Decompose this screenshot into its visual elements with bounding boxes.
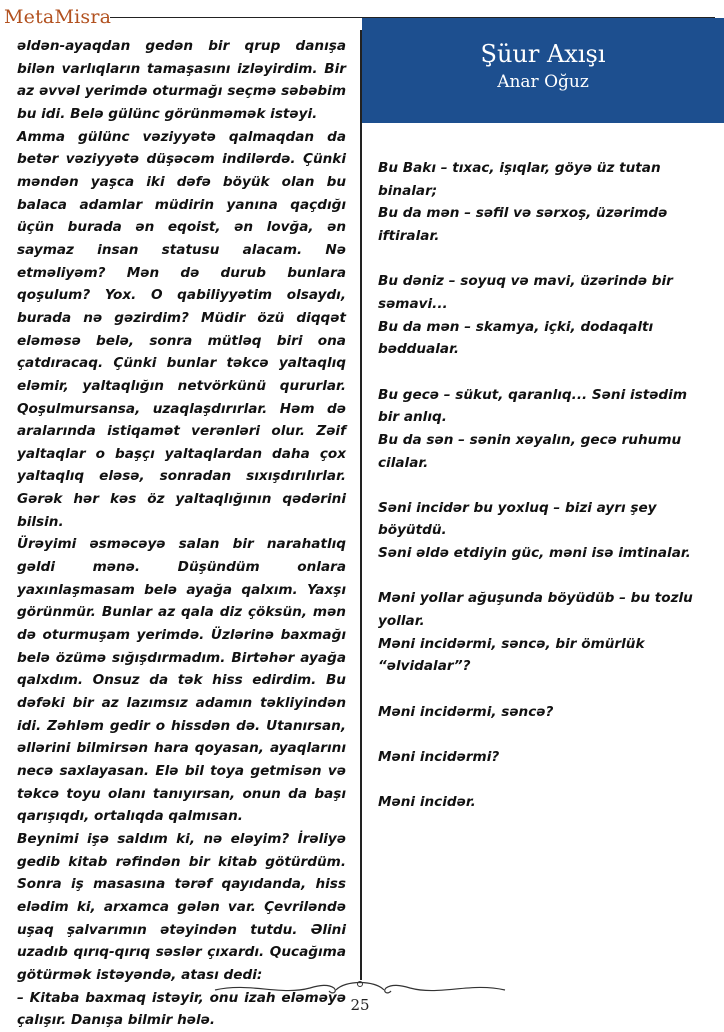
poem-line: Bu da mən – səfil və sərxoş, üzərimdə iftiralar. bbox=[378, 205, 668, 244]
poem-line: Səni əldə etdiyin güc, məni isə imtinalar. bbox=[378, 545, 691, 562]
poem-title-box bbox=[362, 18, 724, 123]
ornament-flourish-icon bbox=[210, 978, 510, 998]
article-paragraph: əldən-ayaqdan gedən bir qrup danışa bilən varlıqların tamaşasını izləyirdim. Bir az əvvəl yerimdə oturmağı seçmə səbəbim bu idi. Belə gülünc görünməmək istəyi. bbox=[17, 38, 346, 122]
article-body bbox=[17, 35, 346, 1032]
poem-line: Bu da sən – sənin xəyalın, gecə ruhumu cilalar. bbox=[378, 431, 682, 471]
poem-line: Bu dəniz – soyuq və mavi, üzərində bir səmavi... bbox=[378, 273, 673, 312]
poem-body bbox=[378, 157, 708, 837]
poem-author: Anar Oğuz bbox=[497, 72, 589, 92]
poem-line: Səni incidər bu yoxluq – bizi ayrı şey böyütdü. bbox=[378, 499, 657, 539]
page-number: 25 bbox=[350, 996, 370, 1014]
article-paragraph: – Kitaba baxmaq istəyir, onu izah eləməyə çalışır. Danışa bilmir hələ. bbox=[17, 989, 346, 1029]
page-footer bbox=[210, 978, 510, 1022]
poem-stanza bbox=[378, 497, 708, 565]
article-paragraph: Beynimi işə saldım ki, nə eləyim? İrəliyə gedib kitab rəfindən bir kitab götürdüm. Sonra iş masasına tərəf qayıdanda, hiss elədim ki, arxamca gələn var. Çevriləndə uşaq şalvarımın ətəyindən tutdu. Əlini uzadıb qırıq-qırıq səslər çıxardı. Qucağıma götürmək istəyəndə, atası dedi: bbox=[17, 830, 346, 983]
poem-stanza bbox=[378, 270, 708, 361]
poem-stanza bbox=[378, 701, 708, 724]
article-paragraph: Amma gülünc vəziyyətə qalmaqdan da betər vəziyyətə düşəcəm indilərdə. Çünki məndən yaşca iki dəfə böyük olan bu balaca adamlar müdirin yanına qaçdığı üçün burada ən eqoist, ən lovğa, ən saymaz insan statusu alacam. Nə etməliyəm? Mən də durub bunlara qoşulum? Yox. O qabiliyyətim olsaydı, burada nə gəzirdim? Müdir özü diqqət eləməsə belə, sonra mütləq biri ona çatdıracaq. Çünki bunlar təkcə yaltaqlıq eləmir, yaltaqlığın netvörkünü qururlar. Qoşulmursansa, uzaqlaşdırırlar. Həm də aralarında istiqamət verənləri olur. Zəif yaltaqlar o başçı yaltaqlardan daha çox yaltaqlıq eləsə, sonradan sıxışdırılırlar. Gərək hər kəs öz yaltaqlığının qədərini bilsin. bbox=[17, 128, 346, 530]
poem-stanza bbox=[378, 384, 708, 475]
poem-title: Şüur Axışı bbox=[480, 40, 606, 68]
article-paragraph: Ürəyimi əsməcəyə salan bir narahatlıq gəldi mənə. Düşündüm onlara yaxınlaşmasam belə ayağa qalxım. Yaxşı görünmür. Bunlar az qala diz çöksün, mən də oturmuşam yerimdə. Üzlərinə baxmağı belə özümə sığışdırmadım. Birtəhər ayağa qalxdım. Onsuz da tək hiss edirdim. Bu dəfəki bir az lazımsız adamın təkliyindən idi. Zəhləm gedir o hissdən də. Utanırsan, əllərini bilmirsən hara qoyasan, ayaqlarını necə saxlayasan. Elə bil toya getmisən və təkcə toyu olanı tanıyırsan, onun da başı qarışıqdı, ortalıqda qalmısan. bbox=[17, 536, 346, 825]
poem-line: Məni incidərmi, səncə, bir ömürlük “əlvidalar”? bbox=[378, 635, 645, 675]
poem-line: Bu gecə – sükut, qaranlıq... Səni istədim bir anlıq. bbox=[378, 386, 687, 426]
poem-line: Bu Bakı – tıxac, işıqlar, göyə üz tutan binalar; bbox=[378, 160, 661, 199]
column-divider bbox=[360, 30, 362, 980]
masthead-logo: MetaMisra bbox=[4, 6, 112, 28]
poem-line: Məni incidərmi, səncə? bbox=[378, 703, 554, 720]
poem-line: Məni incidərmi? bbox=[378, 748, 500, 765]
poem-stanza bbox=[378, 791, 708, 814]
poem-line: Məni incidər. bbox=[378, 794, 476, 811]
poem-stanza bbox=[378, 157, 708, 248]
poem-stanza bbox=[378, 587, 708, 678]
poem-line: Məni yollar ağuşunda böyüdüb – bu tozlu yollar. bbox=[378, 590, 693, 630]
poem-line: Bu da mən – skamya, içki, dodaqaltı bəddualar. bbox=[378, 318, 654, 358]
poem-stanza bbox=[378, 746, 708, 769]
